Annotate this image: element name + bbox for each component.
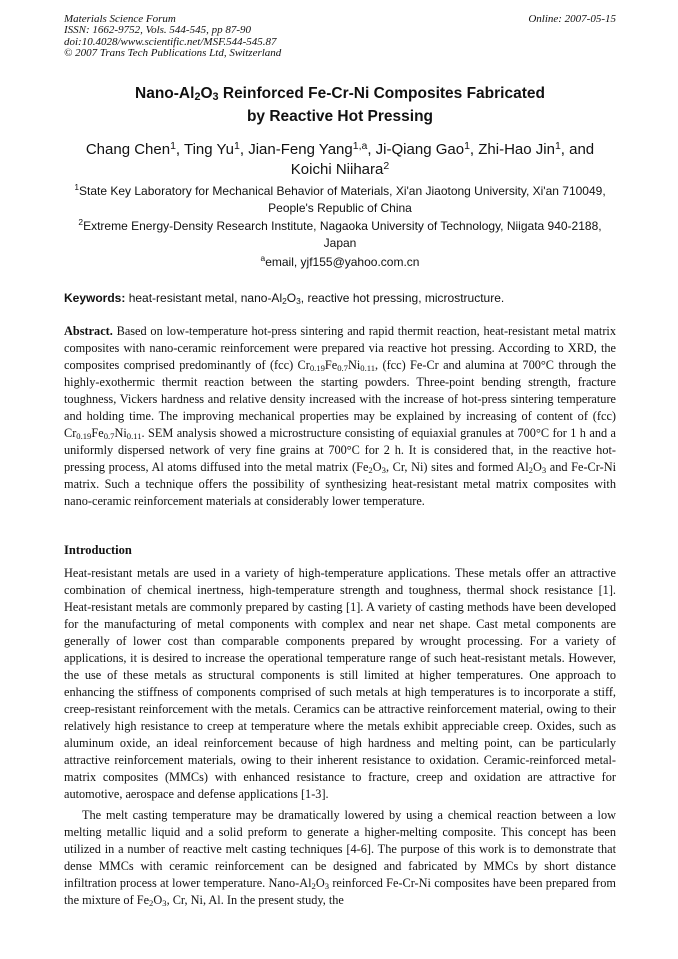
section-heading-introduction: Introduction [64,543,132,557]
paper-title [64,82,616,128]
title-line-1: Nano-$Al_2O_3$ Reinforced Fe-Cr-Ni Composites Fabricated [135,85,545,103]
keywords-label: Keywords: [64,291,126,305]
copyright-line: © 2007 Trans Tech Publications Ltd, Switzerland [64,47,282,60]
running-header [64,14,616,60]
affiliation-2: $^2$Extreme Energy-Density Research Institute, Nagaoka University of Technology, Niigata 940-2188, Japan [78,217,602,250]
author-list: Chang Chen$^1$, Ting Yu$^1$, Jian-Feng Yang$^{1,a}$, Ji-Qiang Gao$^1$, Zhi-Hao Jin$^1$, and Koichi Niihara$^2$ [85,140,595,178]
journal-name: Materials Science Forum [64,13,176,25]
keywords: Keywords: heat-resistant metal, nano-$Al_2O_3$, reactive hot pressing, microstructure. [64,291,505,306]
issn-line: ISSN: 1662-9752, Vols. 544-545, pp 87-90 [64,24,251,37]
abstract: Abstract. Based on low-temperature hot-press sintering and rapid thermit reaction, heat-resistant metal matrix composites with nano-ceramic reinforcement were prepared via reactive hot pressing. According to XRD, the composites comprised predominantly of (fcc) $Cr_{0.19}Fe_{0.7}Ni_{0.11}$, (fcc) Fe-Cr and alumina at 700°C through the highly-exothermic thermit reaction between the starting powders. Three-point bending strength, fracture toughness, Vickers hardness and relative density increased with the increase of hot-press sintering temperature and holding time. The improving mechanical properties may be explained by increasing of content of (fcc) $Cr_{0.19}Fe_{0.7}Ni_{0.11}$. SEM analysis showed a microstructure consisting of equiaxial granules at 700°C for 1 h and a uniformly dispersed network of very fine grains at 700°C for 2 h. It is considered that, in the reactive hot-pressing process, Al atoms diffused into the metal matrix ($Fe_2O_3$, Cr, Ni) sites and formed $Al_2O_3$ and Fe-Cr-Ni matrix. Such a technique offers the possibility of synthesizing heat-resistant metal matrix composites with nano-ceramic reinforcement materials at considerably lower temperature. [64,324,616,508]
title-line-2: by Reactive Hot Pressing [246,108,434,125]
introduction-paragraph-1: Heat-resistant metals are used in a variety of high-temperature applications. These metals offer an attractive combination of chemical inertness, high-temperature strength and toughness, thermal shock resistance [1]. Heat-resistant metals are commonly prepared by casting [1]. A variety of casting methods have been developed for the manufacturing of metal components with complex and near net shape. Cast metal components are generally of lower cost than comparable components prepared by wrought processing. For a variety of applications, it is desired to increase the operational temperature range of such heat-resistant metals. However, the use of these metals as structural components is still limited at higher temperatures. One approach to enhancing the stiffness of components comprised of such metals at high temperatures is to incorporate a stiff, creep-resistant reinforcement with the metals. Ceramics can be attractive reinforcement material, owing to their relatively high resistance to creep at temperature where the metals exhibit appreciable creep. Oxides, such as aluminum oxide, an ideal reinforcement because of high hardness and melting point, can be particularly attractive reinforcement materials, owing to their inherent resistance to oxidation. Ceramic-reinforced metal-matrix composites (MMCs) with enhanced resistance to fracture, creep and oxidation are attractive for automotive, aerospace and defense applications [1-3]. [64,566,616,801]
affiliation-1: $^1$State Key Laboratory for Mechanical Behavior of Materials, Xi'an Jiaotong University, Xi'an 710049, People's Republic of China [74,182,606,215]
doi-line: doi:10.4028/www.scientific.net/MSF.544-545.87 [64,35,277,48]
introduction-paragraph-2: The melt casting temperature may be dramatically lowered by using a chemical reaction between a low melting metallic liquid and a solid preform to generate a higher-melting composite. This concept has been utilized in a number of reactive melt casting techniques [4-6]. The purpose of this work is to demonstrate that dense MMCs with ceramic reinforcement can be designed and fabricated by MMCs by short distance infiltration process at lower temperature. Nano-$Al_2O_3$ reinforced Fe-Cr-Ni composites have been prepared from the mixture of $Fe_2O_3$, Cr, Ni, Al. In the present study, the [64,808,616,908]
online-date: Online: 2007-05-15 [528,13,616,25]
corresponding-email: $^a$email, yjf155@yahoo.com.cn [260,253,420,269]
abstract-label: Abstract. [64,324,113,338]
